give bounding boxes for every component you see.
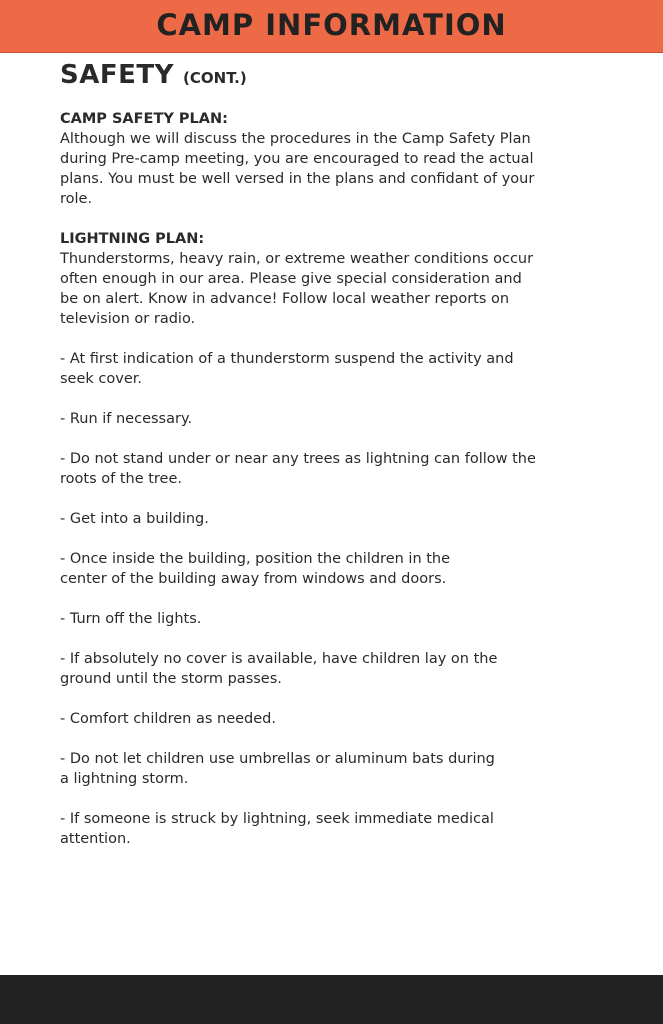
bullet-item: - At first indication of a thunderstorm suspend the activity and seek cover. xyxy=(60,351,514,387)
bullet-item: - If someone is struck by lightning, seek immediate medical attention. xyxy=(60,811,494,847)
footer-band xyxy=(0,975,663,1024)
bullet-item: - Turn off the lights. xyxy=(60,611,202,627)
camp-safety-plan-block xyxy=(60,109,620,209)
content xyxy=(60,58,620,869)
bullet-item: - Do not stand under or near any trees as lightning can follow the roots of the tree. xyxy=(60,451,536,487)
bullet-item: - Run if necessary. xyxy=(60,411,193,427)
lightning-plan-text: Thunderstorms, heavy rain, or extreme weather conditions occur often enough in our area. Please give special consideration and be on alert. Know in advance! Follow local weather reports on television or radio. xyxy=(60,251,534,327)
bullet-item: - Get into a building. xyxy=(60,511,209,527)
bullet-item: - Do not let children use umbrellas or aluminum bats during a lightning storm. xyxy=(60,751,495,787)
lightning-plan-block xyxy=(60,229,620,329)
camp-safety-plan-title: CAMP SAFETY PLAN: xyxy=(60,111,228,127)
lightning-plan-bullets xyxy=(60,349,620,849)
bullet-item: - If absolutely no cover is available, have children lay on the ground until the storm passes. xyxy=(60,651,498,687)
bullet-item: - Once inside the building, position the children in the center of the building away from windows and doors. xyxy=(60,551,451,587)
page-header-title: CAMP INFORMATION xyxy=(156,8,507,42)
section-title-suffix: (CONT.) xyxy=(183,69,247,87)
lightning-plan-title: LIGHTNING PLAN: xyxy=(60,231,205,247)
section-heading xyxy=(60,58,620,95)
section-title: SAFETY xyxy=(60,60,174,90)
camp-safety-plan-text: Although we will discuss the procedures in the Camp Safety Plan during Pre-camp meeting, you are encouraged to read the actual plans. You must be well versed in the plans and confidant of your role. xyxy=(60,131,535,207)
bullet-item: - Comfort children as needed. xyxy=(60,711,276,727)
